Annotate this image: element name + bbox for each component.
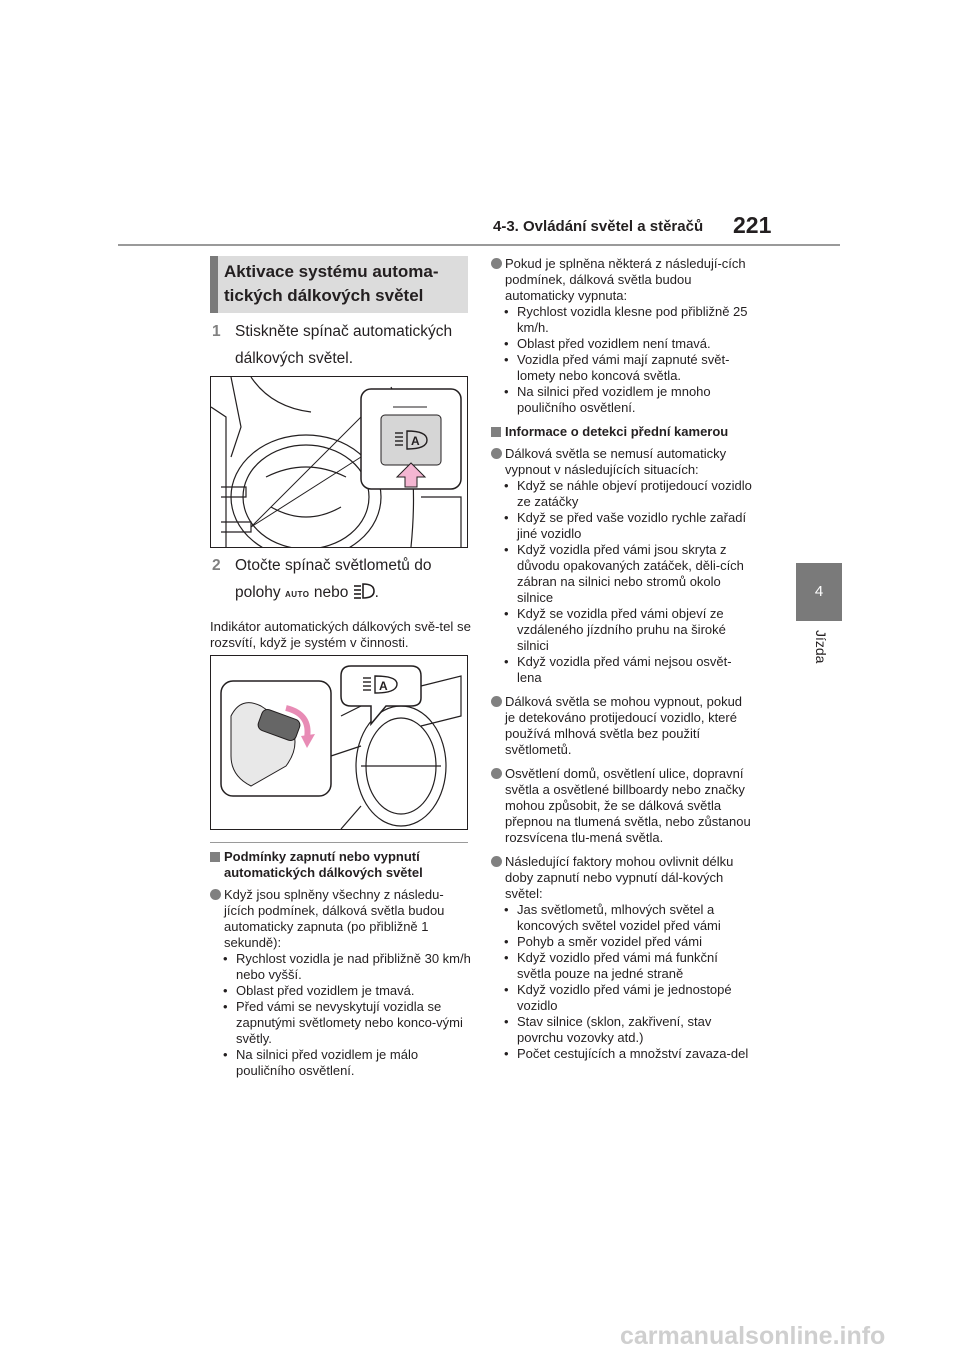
- watermark: carmanualsonline.info: [620, 1322, 886, 1350]
- list-item: • Když vozidla před vámi jsou skryta z důvodu opakovaných zatáček, děli-cích zábran na silnici nebo stromů okolo silnice: [504, 542, 744, 605]
- list-item-text: Když vozidla před vámi nejsou osvět-lena: [517, 654, 732, 685]
- list-item-text: Když se před vaše vozidlo rychle zařadí jiné vozidlo: [517, 510, 747, 541]
- conditions-off-text: Pokud je splněna některá z následují-cích podmínek, dálková světla budou automaticky vypnuta:: [505, 256, 746, 303]
- auto-high-beam-icon: [353, 582, 375, 600]
- step-2-text: [235, 552, 475, 608]
- list-item-text: Pohyb a směr vozidel před vámi: [517, 934, 702, 949]
- figure-2-badge-letter: A: [379, 679, 388, 693]
- step-2-text-c: .: [374, 584, 379, 601]
- header-divider: [118, 244, 840, 246]
- factors-paragraph: [491, 854, 753, 902]
- conditions-heading-text: Podmínky zapnutí nebo vypnutí automatických dálkových světel: [224, 849, 423, 880]
- header-section-title: 4-3. Ovládání světel a stěračů: [493, 218, 704, 235]
- list-item: • Na silnici před vozidlem je mnoho pouličního osvětlení.: [504, 384, 711, 415]
- list-item-text: Počet cestujících a množství zavaza-del: [517, 1046, 749, 1061]
- steering-wheel-illustration: [211, 377, 467, 547]
- lighting-paragraph: [491, 766, 753, 846]
- list-item-text: Oblast před vozidlem není tmavá.: [517, 336, 711, 351]
- camera-info-heading-text: Informace o detekci přední kamerou: [505, 424, 729, 439]
- chapter-number: 4: [814, 583, 824, 600]
- list-item: • Když vozidlo před vámi je jednostopé vozidlo: [504, 982, 732, 1013]
- list-item: • Když se náhle objeví protijedoucí vozidlo ze zatáčky: [504, 478, 752, 509]
- bullet-circle-marker: [491, 768, 502, 779]
- step-2-text-a: Otočte spínač světlometů do polohy: [235, 557, 432, 601]
- indicator-note: Indikátor automatických dálkových svě-tel se rozsvítí, když je systém v činnosti.: [210, 619, 471, 650]
- list-item: • Rychlost vozidla je nad přibližně 30 km/h nebo vyšší.: [223, 951, 471, 982]
- camera-info-paragraph: [491, 446, 753, 478]
- bullet-circle-marker: [491, 448, 502, 459]
- figure-badge-letter: A: [411, 434, 420, 448]
- section-title-box: [210, 256, 468, 313]
- section-divider: [210, 842, 468, 843]
- list-item: • Když se před vaše vozidlo rychle zařadí jiné vozidlo: [504, 510, 747, 541]
- step-2-number: 2: [212, 557, 221, 574]
- heading-square-marker: [210, 852, 220, 862]
- section-title: Aktivace systému automa-tických dálkových světel: [224, 262, 439, 305]
- list-item-text: Rychlost vozidla klesne pod přibližně 25 km/h.: [517, 304, 748, 335]
- list-item: • Když vozidla před vámi nejsou osvět-lena: [504, 654, 732, 685]
- list-item: • Oblast před vozidlem není tmavá.: [504, 336, 711, 351]
- heading-square-marker: [491, 427, 501, 437]
- conditions-on-text: Když jsou splněny všechny z následu-jících podmínek, dálková světla budou automaticky zapnuta (po přibližně 1 sekundě):: [224, 887, 445, 950]
- bullet-circle-marker: [491, 258, 502, 269]
- conditions-heading: [210, 849, 472, 881]
- bullet-circle-marker: [210, 889, 221, 900]
- list-item-text: Na silnici před vozidlem je málo pouličního osvětlení.: [236, 1047, 419, 1078]
- list-item-text: Když vozidla před vámi jsou skryta z důvodu opakovaných zatáček, děli-cích zábran na silnici nebo stromů okolo silnice: [517, 542, 744, 605]
- list-item-text: Oblast před vozidlem je tmavá.: [236, 983, 415, 998]
- figure-switch-press: [210, 376, 468, 548]
- list-item: • Jas světlometů, mlhových světel a koncových světel vozidel před vámi: [504, 902, 721, 933]
- chapter-label: Jízda: [813, 630, 829, 664]
- list-item: • Stav silnice (sklon, zakřivení, stav povrchu vozovky atd.): [504, 1014, 712, 1045]
- section-title-bar: [210, 256, 218, 313]
- list-item-text: Když vozidlo před vámi je jednostopé vozidlo: [517, 982, 732, 1013]
- bullet-circle-marker: [491, 856, 502, 867]
- list-item: • Když vozidlo před vámi má funkční světla pouze na jedné straně: [504, 950, 718, 981]
- factors-text: Následující faktory mohou ovlivnit délku doby zapnutí nebo vypnutí dál-kových světel:: [505, 854, 734, 901]
- list-item-text: Stav silnice (sklon, zakřivení, stav povrchu vozovky atd.): [517, 1014, 712, 1045]
- list-item: • Když se vozidla před vámi objeví ze vzdáleného jízdního pruhu na široké silnici: [504, 606, 726, 653]
- figure-switch-rotate: [210, 655, 468, 830]
- conditions-off-paragraph: [491, 256, 753, 304]
- list-item-text: Když vozidlo před vámi má funkční světla pouze na jedné straně: [517, 950, 718, 981]
- list-item: • Na silnici před vozidlem je málo pouličního osvětlení.: [223, 1047, 419, 1078]
- step-1: [212, 318, 474, 374]
- list-item-text: Když se náhle objeví protijedoucí vozidlo ze zatáčky: [517, 478, 752, 509]
- fog-light-text: Dálková světla se mohou vypnout, pokud je detekováno protijedoucí vozidlo, které používá mlhová světla bez použití světlometů.: [505, 694, 743, 757]
- list-item-text: Rychlost vozidla je nad přibližně 30 km/h nebo vyšší.: [236, 951, 471, 982]
- step-2-text-b: nebo: [313, 584, 349, 601]
- list-item-text: Jas světlometů, mlhových světel a koncových světel vozidel před vámi: [517, 902, 721, 933]
- page-number: 221: [733, 212, 772, 238]
- step-1-number: 1: [212, 323, 221, 340]
- list-item: • Rychlost vozidla klesne pod přibližně 25 km/h.: [504, 304, 748, 335]
- list-item: • Vozidla před vámi mají zapnuté svět-lomety nebo koncová světla.: [504, 352, 730, 383]
- right-column: [491, 256, 753, 1062]
- chapter-label-box: [809, 630, 831, 680]
- headlight-switch-illustration: [211, 656, 467, 829]
- fog-light-paragraph: [491, 694, 753, 758]
- bullet-circle-marker: [491, 696, 502, 707]
- step-2: [212, 552, 474, 612]
- lighting-text: Osvětlení domů, osvětlení ulice, dopravní světla a osvětlené billboardy nebo značky mohou způsobit, že se dálková světla přepnou na tlumená světla, nebo zůstanou rozsvícena tlu-mená světla.: [505, 766, 751, 845]
- step-1-text: Stiskněte spínač automatických dálkových světel.: [235, 323, 453, 367]
- list-item: • Počet cestujících a množství zavaza-del: [504, 1046, 749, 1061]
- auto-position-label: AUTO: [285, 590, 310, 599]
- conditions-on-paragraph: [210, 887, 472, 951]
- camera-info-heading: [491, 424, 753, 440]
- chapter-tab: [796, 563, 842, 621]
- list-item: • Před vámi se nevyskytují vozidla se zapnutými světlomety nebo konco-vými světly.: [223, 999, 463, 1046]
- left-column: [210, 849, 472, 1079]
- list-item-text: Když se vozidla před vámi objeví ze vzdáleného jízdního pruhu na široké silnici: [517, 606, 726, 653]
- list-item: • Pohyb a směr vozidel před vámi: [504, 934, 702, 949]
- list-item-text: Na silnici před vozidlem je mnoho pouličního osvětlení.: [517, 384, 711, 415]
- list-item-text: Před vámi se nevyskytují vozidla se zapnutými světlomety nebo konco-vými světly.: [236, 999, 463, 1046]
- camera-info-text: Dálková světla se nemusí automaticky vypnout v následujících situacích:: [505, 446, 727, 477]
- list-item: • Oblast před vozidlem je tmavá.: [223, 983, 415, 998]
- list-item-text: Vozidla před vámi mají zapnuté svět-lomety nebo koncová světla.: [517, 352, 730, 383]
